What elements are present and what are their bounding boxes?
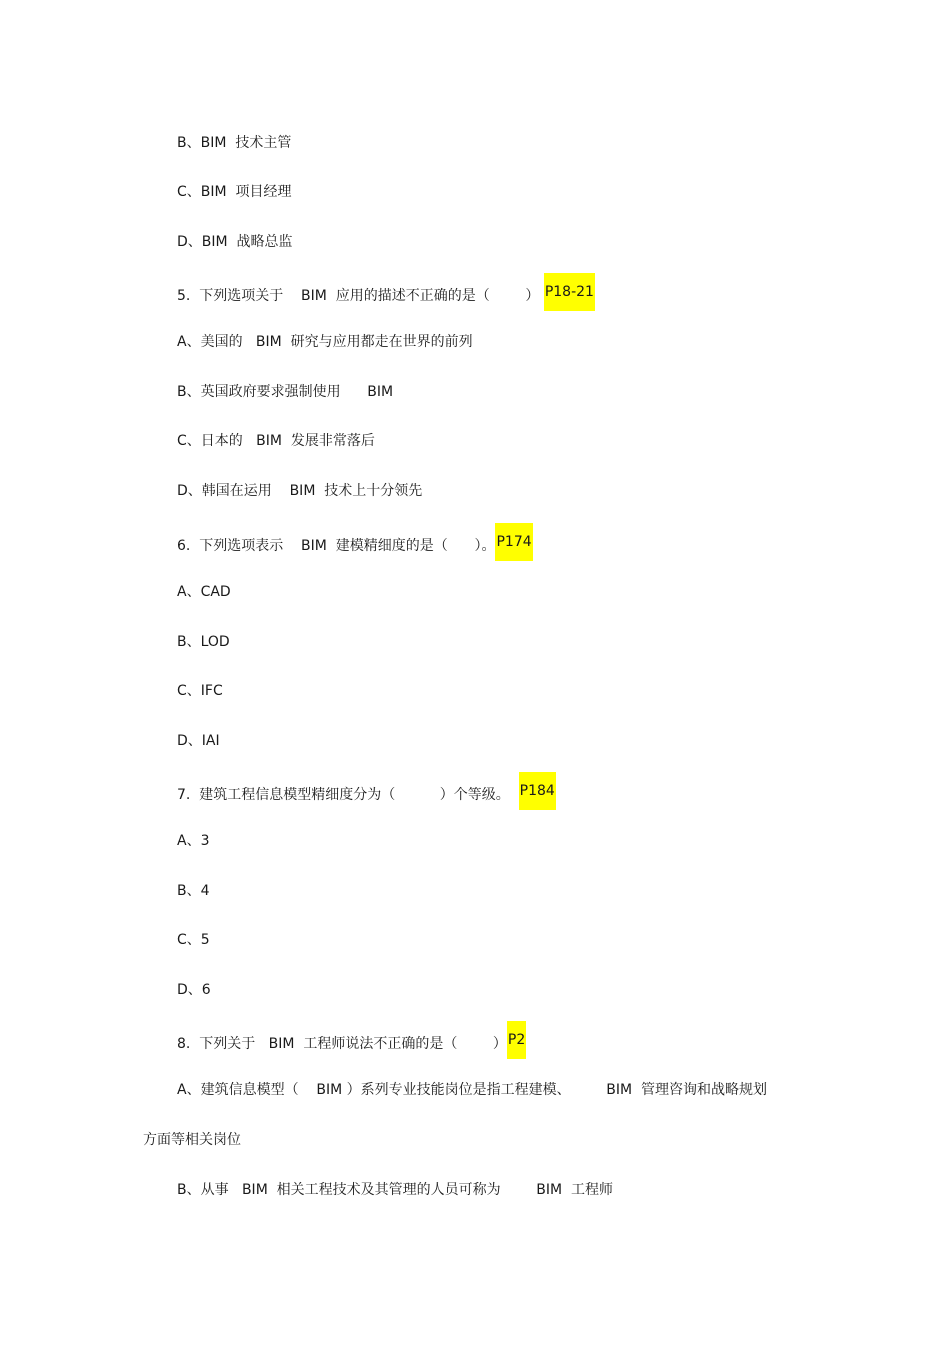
- option-8b: B、从事 BIM 相关工程技术及其管理的人员可称为 BIM 工程师: [177, 1182, 613, 1198]
- option-4d: D、BIM 战略总监: [177, 234, 293, 250]
- option-8a-line1: A、建筑信息模型（ BIM ）系列专业技能岗位是指工程建模、 BIM 管理咨询和战略规划: [177, 1082, 767, 1098]
- option-7d: D、6: [177, 982, 211, 998]
- option-6a: A、CAD: [177, 584, 231, 600]
- question-6: [177, 531, 533, 553]
- option-6c: C、IFC: [177, 683, 223, 699]
- option-5b: B、英国政府要求强制使用 BIM: [177, 384, 394, 400]
- question-8-text: 8. 下列关于 BIM 工程师说法不正确的是（ ）: [177, 1036, 507, 1052]
- question-7-text: 7. 建筑工程信息模型精细度分为（ ）个等级。: [177, 787, 519, 803]
- question-8: [177, 1029, 526, 1051]
- question-5: [177, 281, 595, 303]
- page-ref-highlight: P174: [495, 523, 532, 561]
- option-4c: C、BIM 项目经理: [177, 184, 292, 200]
- question-5-text: 5. 下列选项关于 BIM 应用的描述不正确的是（ ）: [177, 288, 540, 304]
- option-8a-line2: 方面等相关岗位: [143, 1132, 241, 1148]
- option-6d: D、IAI: [177, 733, 220, 749]
- page-ref-highlight: P2: [507, 1021, 526, 1059]
- option-6b: B、LOD: [177, 634, 230, 650]
- page-ref-highlight: P18-21: [544, 273, 595, 311]
- option-7a: A、3: [177, 833, 210, 849]
- option-7b: B、4: [177, 883, 210, 899]
- page-ref-highlight: P184: [519, 772, 556, 810]
- option-4b: B、BIM 技术主管: [177, 135, 292, 151]
- option-7c: C、5: [177, 932, 210, 948]
- option-5a: A、美国的 BIM 研究与应用都走在世界的前列: [177, 334, 473, 350]
- option-5c: C、日本的 BIM 发展非常落后: [177, 433, 375, 449]
- question-6-text: 6. 下列选项表示 BIM 建模精细度的是（ ）。: [177, 538, 496, 554]
- option-5d: D、韩国在运用 BIM 技术上十分领先: [177, 483, 423, 499]
- question-7: [177, 780, 556, 802]
